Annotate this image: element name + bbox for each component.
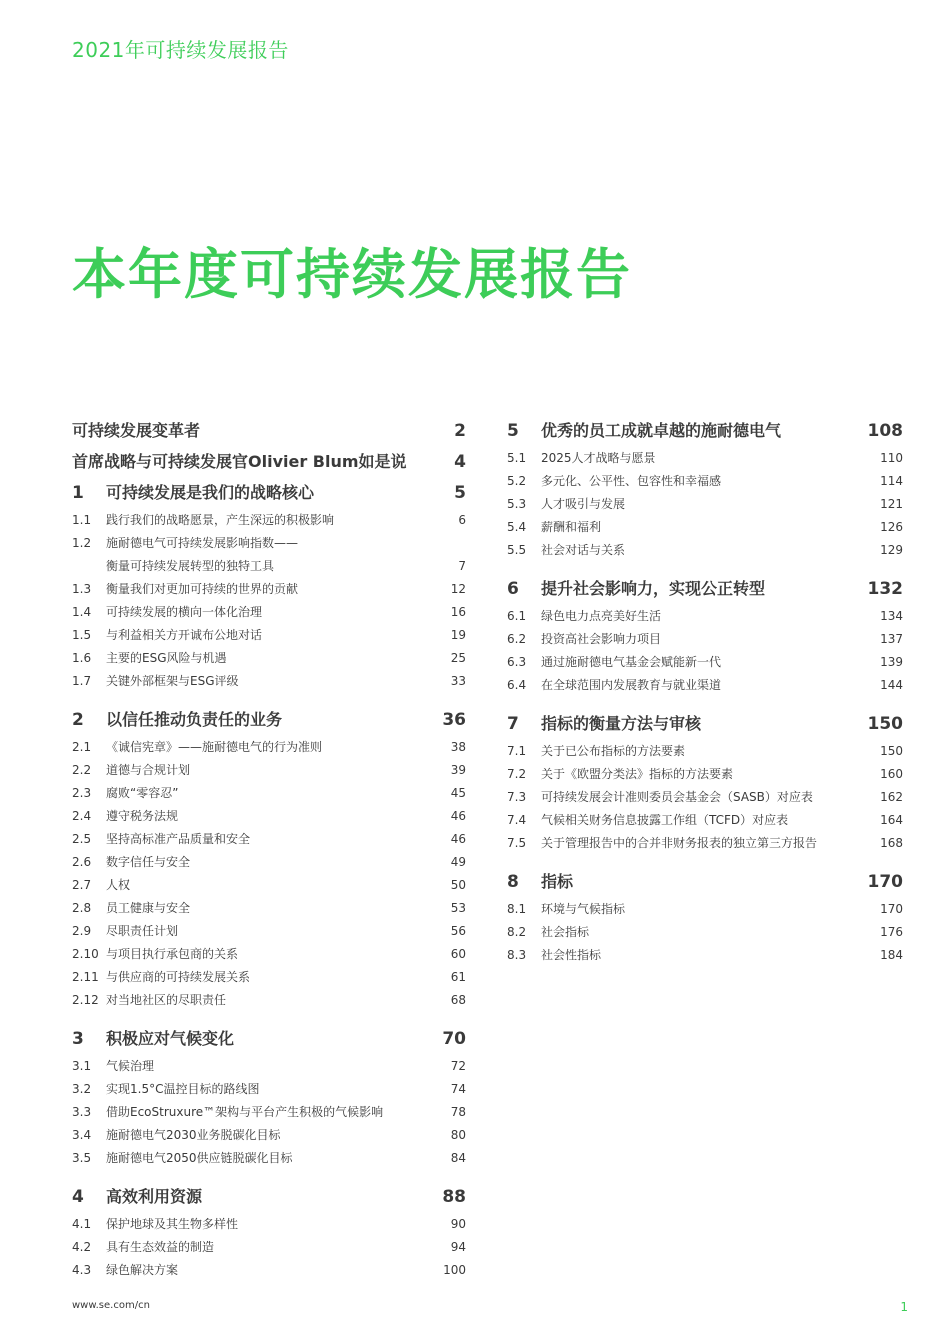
toc-entry-page: 184 xyxy=(880,948,903,962)
toc-entry-number: 4.2 xyxy=(72,1240,92,1254)
toc-entry-label: 关于管理报告中的合并非财务报表的独立第三方报告 xyxy=(541,836,818,850)
toc-entry-label: 绿色解决方案 xyxy=(106,1263,179,1277)
toc-entry-label: 投资高社会影响力项目 xyxy=(541,632,662,646)
toc-entry-sub[interactable] xyxy=(72,1149,466,1172)
toc-right-column xyxy=(507,418,903,969)
toc-entry-sub[interactable] xyxy=(507,472,903,495)
toc-entry-page: 49 xyxy=(450,855,466,869)
toc-gap xyxy=(507,564,903,576)
toc-entry-number: 1.1 xyxy=(72,513,92,527)
toc-entry-number: 5 xyxy=(507,421,519,441)
toc-entry-label: 社会对话与关系 xyxy=(541,543,626,557)
toc-entry-page: 61 xyxy=(450,970,466,984)
toc-entry-sub[interactable] xyxy=(507,834,903,857)
toc-entry-page: 139 xyxy=(880,655,903,669)
toc-entry-page: 84 xyxy=(450,1151,466,1165)
toc-entry-label: 与供应商的可持续发展关系 xyxy=(106,970,251,984)
toc-entry-number: 1.3 xyxy=(72,582,92,596)
toc-entry-page: 164 xyxy=(880,813,903,827)
toc-entry-sub[interactable] xyxy=(507,946,903,969)
toc-entry-number: 7.1 xyxy=(507,744,527,758)
toc-entry-label: 实现1.5°C温控目标的路线图 xyxy=(106,1082,260,1096)
toc-entry-page: 6 xyxy=(458,513,466,527)
toc-entry-number: 1 xyxy=(72,483,84,503)
toc-entry-number: 7 xyxy=(507,714,519,734)
toc-entry-page: 33 xyxy=(450,674,466,688)
toc-entry-label: 以信任推动负责任的业务 xyxy=(106,710,283,729)
toc-entry-sub[interactable] xyxy=(72,968,466,991)
toc-entry-label: 关于已公布指标的方法要素 xyxy=(541,744,686,758)
toc-entry-label: 关于《欧盟分类法》指标的方法要素 xyxy=(541,767,734,781)
toc-entry-page: 108 xyxy=(867,421,903,441)
toc-entry-label: 道德与合规计划 xyxy=(106,763,191,777)
toc-entry-number: 4 xyxy=(72,1187,84,1207)
toc-entry-page: 72 xyxy=(450,1059,466,1073)
toc-entry-page: 144 xyxy=(880,678,903,692)
toc-entry-page: 16 xyxy=(450,605,466,619)
toc-entry-number: 6 xyxy=(507,579,519,599)
toc-entry-sub[interactable] xyxy=(72,761,466,784)
toc-entry-number: 6.1 xyxy=(507,609,527,623)
toc-entry-label: 绿色电力点亮美好生活 xyxy=(541,609,662,623)
toc-entry-label: 具有生态效益的制造 xyxy=(106,1240,215,1254)
toc-entry-label: 可持续发展的横向一体化治理 xyxy=(106,605,263,619)
toc-entry-page: 134 xyxy=(880,609,903,623)
toc-entry-page: 53 xyxy=(450,901,466,915)
toc-entry-number: 2.9 xyxy=(72,924,92,938)
toc-entry-number: 5.2 xyxy=(507,474,527,488)
toc-entry-label: 践行我们的战略愿景，产生深远的积极影响 xyxy=(106,513,335,527)
toc-entry-label: 指标 xyxy=(541,872,574,891)
toc-entry-page: 170 xyxy=(867,872,903,892)
toc-entry-sub[interactable] xyxy=(507,923,903,946)
toc-entry-page: 50 xyxy=(450,878,466,892)
toc-entry-page: 74 xyxy=(450,1082,466,1096)
toc-gap xyxy=(72,1014,466,1026)
toc-entry-sub[interactable] xyxy=(507,495,903,518)
toc-entry-label: 《诚信宪章》——施耐德电气的行为准则 xyxy=(106,740,323,754)
toc-entry-page: 94 xyxy=(450,1240,466,1254)
toc-entry-sub[interactable] xyxy=(507,449,903,472)
toc-entry-label: 积极应对气候变化 xyxy=(106,1029,235,1048)
toc-entry-sub[interactable] xyxy=(72,1261,466,1284)
toc-entry-label: 借助EcoStruxure™架构与平台产生积极的气候影响 xyxy=(106,1105,384,1119)
toc-entry-page: 68 xyxy=(450,993,466,1007)
toc-entry-page: 46 xyxy=(450,832,466,846)
toc-entry-page: 90 xyxy=(450,1217,466,1231)
toc-entry-sub[interactable] xyxy=(72,876,466,899)
toc-entry-number: 3.3 xyxy=(72,1105,92,1119)
toc-entry-number: 1.7 xyxy=(72,674,92,688)
toc-entry-label: 坚持高标准产品质量和安全 xyxy=(106,832,251,846)
toc-entry-page: 25 xyxy=(450,651,466,665)
toc-entry-label: 与项目执行承包商的关系 xyxy=(106,947,239,961)
toc-entry-sub[interactable] xyxy=(72,1080,466,1103)
toc-entry-page: 88 xyxy=(442,1187,466,1207)
toc-entry-number: 6.3 xyxy=(507,655,527,669)
toc-gap xyxy=(507,699,903,711)
toc-entry-chap[interactable] xyxy=(507,576,903,607)
toc-entry-number: 8 xyxy=(507,872,519,892)
toc-entry-number: 1.4 xyxy=(72,605,92,619)
toc-entry-label: 薪酬和福利 xyxy=(541,520,602,534)
toc-entry-page: 4 xyxy=(454,452,466,472)
toc-entry-label: 提升社会影响力，实现公正转型 xyxy=(541,579,766,598)
toc-entry-number: 5.4 xyxy=(507,520,527,534)
toc-entry-sub[interactable] xyxy=(72,1103,466,1126)
toc-entry-sub[interactable] xyxy=(507,518,903,541)
toc-entry-number: 8.1 xyxy=(507,902,527,916)
toc-entry-page: 150 xyxy=(880,744,903,758)
toc-entry-sub[interactable] xyxy=(72,830,466,853)
toc-entry-page: 132 xyxy=(867,579,903,599)
toc-entry-chap[interactable] xyxy=(72,1184,466,1215)
toc-entry-number: 7.4 xyxy=(507,813,527,827)
toc-entry-label: 衡量可持续发展转型的独特工具 xyxy=(106,559,275,573)
report-header-title: 2021年可持续发展报告 xyxy=(72,38,289,62)
toc-gap xyxy=(72,695,466,707)
toc-entry-page: 70 xyxy=(442,1029,466,1049)
toc-entry-label: 人权 xyxy=(106,878,131,892)
toc-entry-sub[interactable] xyxy=(507,653,903,676)
toc-entry-sub[interactable] xyxy=(507,541,903,564)
toc-entry-number: 8.2 xyxy=(507,925,527,939)
toc-entry-number: 4.3 xyxy=(72,1263,92,1277)
toc-entry-page: 129 xyxy=(880,543,903,557)
footer-page-number: 1 xyxy=(900,1300,908,1314)
toc-entry-sub[interactable] xyxy=(507,765,903,788)
toc-entry-label: 施耐德电气2030业务脱碳化目标 xyxy=(106,1128,281,1142)
toc-entry-sub[interactable] xyxy=(72,534,466,557)
toc-entry-sub[interactable] xyxy=(72,1238,466,1261)
toc-entry-number: 6.4 xyxy=(507,678,527,692)
toc-entry-page: 39 xyxy=(450,763,466,777)
toc-entry-sub[interactable] xyxy=(507,811,903,834)
toc-entry-page: 7 xyxy=(458,559,466,573)
toc-entry-label: 衡量我们对更加可持续的世界的贡献 xyxy=(106,582,299,596)
toc-entry-page: 100 xyxy=(443,1263,466,1277)
toc-entry-label: 主要的ESG风险与机遇 xyxy=(106,651,227,665)
toc-entry-page: 45 xyxy=(450,786,466,800)
toc-entry-label: 关键外部框架与ESG评级 xyxy=(106,674,239,688)
toc-entry-label: 施耐德电气2050供应链脱碳化目标 xyxy=(106,1151,293,1165)
toc-entry-top[interactable] xyxy=(72,418,466,449)
toc-entry-number: 7.3 xyxy=(507,790,527,804)
toc-entry-number: 3.5 xyxy=(72,1151,92,1165)
toc-entry-number: 3.2 xyxy=(72,1082,92,1096)
toc-entry-sub[interactable] xyxy=(72,738,466,761)
toc-entry-number: 2 xyxy=(72,710,84,730)
toc-entry-number: 7.2 xyxy=(507,767,527,781)
toc-entry-sub[interactable] xyxy=(507,607,903,630)
toc-entry-number: 5.1 xyxy=(507,451,527,465)
toc-entry-sub[interactable] xyxy=(72,853,466,876)
toc-entry-sub[interactable] xyxy=(72,899,466,922)
toc-entry-page: 19 xyxy=(450,628,466,642)
toc-entry-page: 121 xyxy=(880,497,903,511)
toc-entry-number: 3.1 xyxy=(72,1059,92,1073)
toc-entry-number: 5.3 xyxy=(507,497,527,511)
toc-entry-page: 5 xyxy=(454,483,466,503)
toc-entry-chap[interactable] xyxy=(507,418,903,449)
toc-entry-number: 6.2 xyxy=(507,632,527,646)
toc-entry-number: 2.4 xyxy=(72,809,92,823)
toc-entry-label: 社会性指标 xyxy=(541,948,602,962)
toc-entry-number: 1.5 xyxy=(72,628,92,642)
toc-entry-sub[interactable] xyxy=(72,1126,466,1149)
toc-entry-label: 员工健康与安全 xyxy=(106,901,191,915)
toc-entry-number: 2.7 xyxy=(72,878,92,892)
toc-entry-page: 162 xyxy=(880,790,903,804)
footer-url[interactable]: www.se.com/cn xyxy=(72,1300,150,1311)
toc-entry-label: 人才吸引与发展 xyxy=(541,497,626,511)
toc-entry-page: 60 xyxy=(450,947,466,961)
toc-entry-label: 对当地社区的尽职责任 xyxy=(106,993,227,1007)
toc-entry-number: 3 xyxy=(72,1029,84,1049)
toc-entry-number: 3.4 xyxy=(72,1128,92,1142)
toc-entry-page: 114 xyxy=(880,474,903,488)
toc-entry-page: 160 xyxy=(880,767,903,781)
toc-entry-sub[interactable] xyxy=(72,784,466,807)
toc-entry-sub[interactable] xyxy=(507,900,903,923)
toc-entry-sub[interactable] xyxy=(72,580,466,603)
toc-entry-sub[interactable] xyxy=(72,807,466,830)
toc-entry-page: 56 xyxy=(450,924,466,938)
toc-left-column xyxy=(72,418,466,1284)
toc-entry-label: 社会指标 xyxy=(541,925,590,939)
toc-entry-label: 保护地球及其生物多样性 xyxy=(106,1217,239,1231)
toc-entry-number: 2.12 xyxy=(72,993,99,1007)
toc-entry-sub[interactable] xyxy=(72,1057,466,1080)
toc-entry-page: 80 xyxy=(450,1128,466,1142)
toc-entry-label: 腐败“零容忍” xyxy=(106,786,179,800)
toc-entry-label: 通过施耐德电气基金会赋能新一代 xyxy=(541,655,722,669)
toc-entry-label: 优秀的员工成就卓越的施耐德电气 xyxy=(541,421,782,440)
toc-entry-label: 可持续发展变革者 xyxy=(72,421,201,440)
toc-entry-chap[interactable] xyxy=(72,707,466,738)
toc-entry-chap[interactable] xyxy=(507,711,903,742)
toc-entry-number: 2.8 xyxy=(72,901,92,915)
toc-entry-label: 施耐德电气可持续发展影响指数—— xyxy=(106,536,299,550)
toc-entry-sub[interactable] xyxy=(72,991,466,1014)
toc-entry-sub[interactable] xyxy=(72,672,466,695)
toc-entry-sub[interactable] xyxy=(507,676,903,699)
page-title: 本年度可持续发展报告 xyxy=(72,243,632,306)
toc-gap xyxy=(72,1172,466,1184)
toc-entry-number: 2.10 xyxy=(72,947,99,961)
toc-entry-sub[interactable] xyxy=(72,626,466,649)
toc-entry-chap[interactable] xyxy=(72,1026,466,1057)
toc-entry-chap[interactable] xyxy=(507,869,903,900)
toc-entry-label: 高效利用资源 xyxy=(106,1187,203,1206)
toc-entry-number: 2.1 xyxy=(72,740,92,754)
toc-entry-cont[interactable] xyxy=(72,557,466,580)
toc-entry-number: 1.2 xyxy=(72,536,92,550)
toc-entry-label: 2025人才战略与愿景 xyxy=(541,451,656,465)
toc-entry-label: 在全球范围内发展教育与就业渠道 xyxy=(541,678,722,692)
toc-entry-page: 170 xyxy=(880,902,903,916)
toc-entry-label: 可持续发展是我们的战略核心 xyxy=(106,483,315,502)
toc-entry-page: 110 xyxy=(880,451,903,465)
toc-entry-number: 7.5 xyxy=(507,836,527,850)
toc-entry-label: 尽职责任计划 xyxy=(106,924,179,938)
toc-entry-sub[interactable] xyxy=(72,603,466,626)
toc-entry-page: 176 xyxy=(880,925,903,939)
toc-entry-sub[interactable] xyxy=(72,649,466,672)
toc-entry-top[interactable] xyxy=(72,449,466,480)
toc-entry-page: 36 xyxy=(442,710,466,730)
toc-entry-page: 12 xyxy=(450,582,466,596)
toc-entry-number: 2.11 xyxy=(72,970,99,984)
toc-entry-chap[interactable] xyxy=(72,480,466,511)
toc-entry-number: 2.2 xyxy=(72,763,92,777)
toc-entry-number: 1.6 xyxy=(72,651,92,665)
toc-entry-number: 5.5 xyxy=(507,543,527,557)
toc-entry-label: 气候治理 xyxy=(106,1059,155,1073)
toc-entry-label: 指标的衡量方法与审核 xyxy=(541,714,702,733)
toc-entry-number: 8.3 xyxy=(507,948,527,962)
toc-entry-label: 与利益相关方开诚布公地对话 xyxy=(106,628,263,642)
toc-entry-sub[interactable] xyxy=(72,922,466,945)
toc-entry-label: 可持续发展会计准则委员会基金会（SASB）对应表 xyxy=(541,790,813,804)
toc-entry-sub[interactable] xyxy=(72,511,466,534)
toc-entry-sub[interactable] xyxy=(507,630,903,653)
toc-entry-page: 168 xyxy=(880,836,903,850)
toc-entry-number: 2.5 xyxy=(72,832,92,846)
toc-entry-page: 38 xyxy=(450,740,466,754)
toc-entry-label: 多元化、公平性、包容性和幸福感 xyxy=(541,474,722,488)
toc-entry-label: 首席战略与可持续发展官Olivier Blum如是说 xyxy=(72,452,407,471)
toc-entry-number: 4.1 xyxy=(72,1217,92,1231)
toc-entry-page: 126 xyxy=(880,520,903,534)
toc-entry-page: 150 xyxy=(867,714,903,734)
toc-entry-page: 78 xyxy=(450,1105,466,1119)
toc-entry-number: 2.6 xyxy=(72,855,92,869)
toc-entry-page: 2 xyxy=(454,421,466,441)
toc-gap xyxy=(507,857,903,869)
toc-entry-sub[interactable] xyxy=(72,945,466,968)
toc-entry-label: 气候相关财务信息披露工作组（TCFD）对应表 xyxy=(541,813,789,827)
toc-entry-page: 46 xyxy=(450,809,466,823)
toc-entry-label: 遵守税务法规 xyxy=(106,809,179,823)
toc-entry-sub[interactable] xyxy=(507,788,903,811)
toc-entry-sub[interactable] xyxy=(507,742,903,765)
toc-entry-number: 2.3 xyxy=(72,786,92,800)
toc-entry-page: 137 xyxy=(880,632,903,646)
toc-entry-sub[interactable] xyxy=(72,1215,466,1238)
toc-entry-label: 数字信任与安全 xyxy=(106,855,191,869)
toc-entry-label: 环境与气候指标 xyxy=(541,902,626,916)
